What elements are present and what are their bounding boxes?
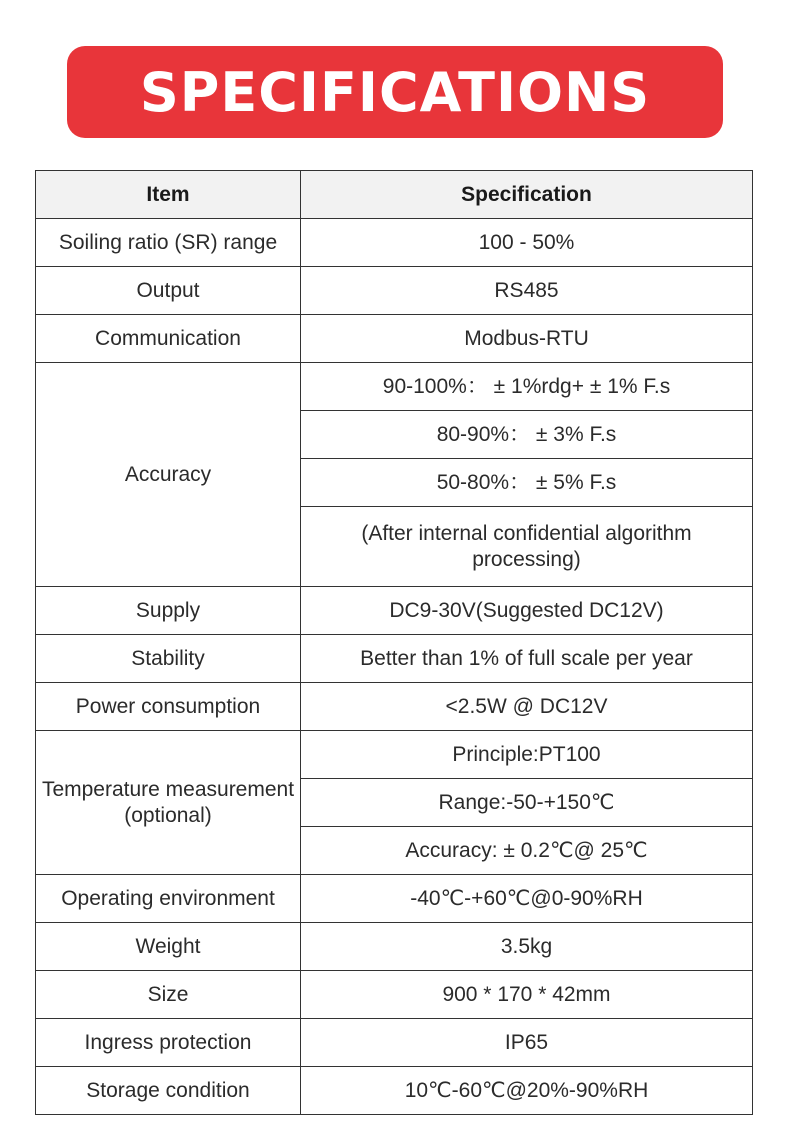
- table-row: [36, 315, 753, 363]
- item-cell: Size: [36, 971, 301, 1019]
- table-row: [36, 971, 753, 1019]
- spec-cell: <2.5W @ DC12V: [301, 683, 753, 731]
- table-row: [36, 683, 753, 731]
- item-cell: Stability: [36, 635, 301, 683]
- spec-cell: Principle:PT100: [301, 731, 753, 779]
- item-cell: Ingress protection: [36, 1019, 301, 1067]
- column-header-item: Item: [36, 171, 301, 219]
- item-cell: Communication: [36, 315, 301, 363]
- column-header-specification: Specification: [301, 171, 753, 219]
- table-header-row: [36, 171, 753, 219]
- table-row: [36, 731, 753, 779]
- page-title: SPECIFICATIONS: [139, 60, 651, 124]
- spec-cell: 90-100%： ± 1%rdg+ ± 1% F.s: [301, 363, 753, 411]
- spec-cell: Range:-50-+150℃: [301, 779, 753, 827]
- table-row: [36, 1067, 753, 1115]
- spec-cell: 50-80%： ± 5% F.s: [301, 459, 753, 507]
- table-row: [36, 875, 753, 923]
- spec-cell: DC9-30V(Suggested DC12V): [301, 587, 753, 635]
- item-cell: Temperature measurement (optional): [36, 731, 301, 875]
- spec-cell: (After internal confidential algorithm processing): [301, 507, 753, 587]
- item-cell: Soiling ratio (SR) range: [36, 219, 301, 267]
- item-cell: Weight: [36, 923, 301, 971]
- spec-cell: -40℃-+60℃@0-90%RH: [301, 875, 753, 923]
- item-cell: Output: [36, 267, 301, 315]
- item-cell: Power consumption: [36, 683, 301, 731]
- table-row: [36, 635, 753, 683]
- specifications-table: [35, 170, 753, 1115]
- table-row: [36, 923, 753, 971]
- item-cell: Storage condition: [36, 1067, 301, 1115]
- table-row: [36, 363, 753, 411]
- spec-cell: Accuracy: ± 0.2℃@ 25℃: [301, 827, 753, 875]
- spec-cell: 100 - 50%: [301, 219, 753, 267]
- table-row: [36, 267, 753, 315]
- table-row: [36, 219, 753, 267]
- table-row: [36, 587, 753, 635]
- spec-cell: IP65: [301, 1019, 753, 1067]
- table-row: [36, 1019, 753, 1067]
- spec-cell: Better than 1% of full scale per year: [301, 635, 753, 683]
- spec-cell: RS485: [301, 267, 753, 315]
- item-cell: Accuracy: [36, 363, 301, 587]
- spec-cell: 10℃-60℃@20%-90%RH: [301, 1067, 753, 1115]
- item-cell: Operating environment: [36, 875, 301, 923]
- spec-cell: Modbus-RTU: [301, 315, 753, 363]
- spec-cell: 900 * 170 * 42mm: [301, 971, 753, 1019]
- spec-cell: 3.5kg: [301, 923, 753, 971]
- title-banner: [67, 46, 723, 138]
- item-cell: Supply: [36, 587, 301, 635]
- spec-cell: 80-90%： ± 3% F.s: [301, 411, 753, 459]
